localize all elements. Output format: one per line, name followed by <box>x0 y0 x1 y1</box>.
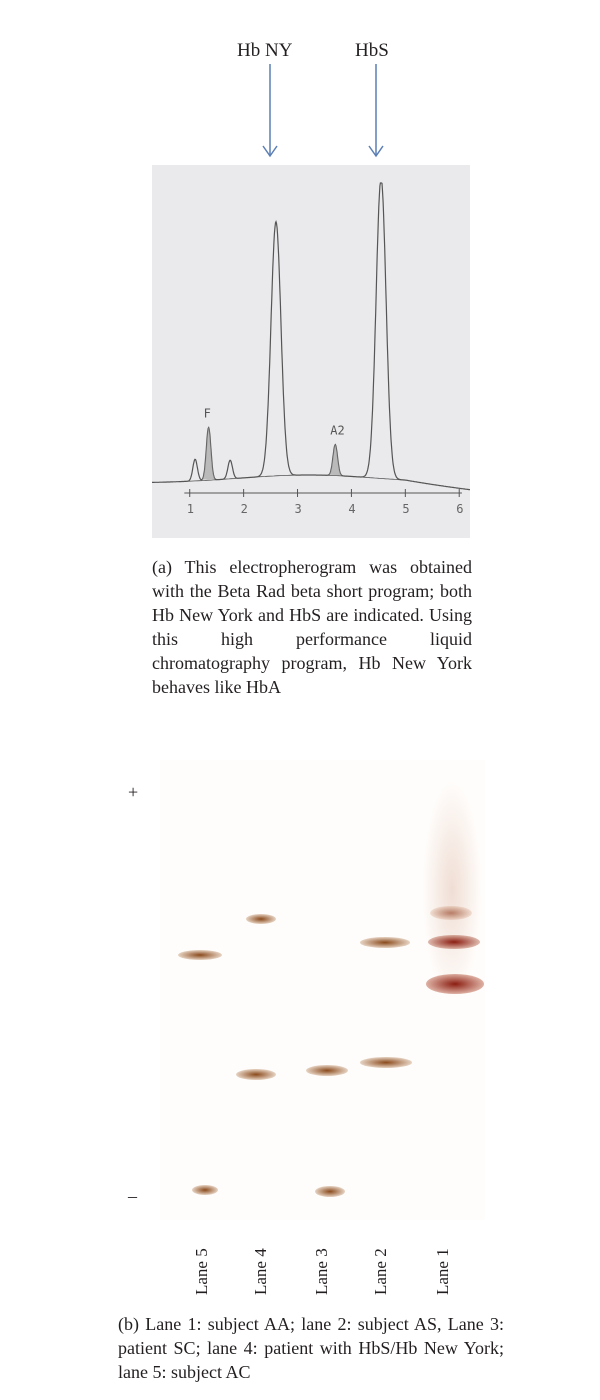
lane-label-2: Lane 2 <box>371 1248 390 1295</box>
polarity-plus: + <box>128 782 139 802</box>
arrow-down-icon-hbs <box>366 64 386 158</box>
electropherogram <box>152 165 470 538</box>
x-tick-label: 3 <box>294 502 302 516</box>
chromatogram-trace <box>152 183 470 490</box>
gel-band <box>178 950 222 960</box>
gel-band <box>236 1069 276 1080</box>
x-tick-label: 4 <box>348 502 356 516</box>
gel-band <box>360 937 410 948</box>
gel-band <box>306 1065 348 1076</box>
gel-image <box>160 760 485 1220</box>
x-tick-label: 1 <box>186 502 194 516</box>
lane-label-3: Lane 3 <box>312 1248 331 1295</box>
caption-b: (b) Lane 1: subject AA; lane 2: subject AS, Lane 3: patient SC; lane 4: patient with HbS/Hb New York; lane 5: subject AC <box>118 1314 504 1382</box>
gel-band <box>430 906 472 920</box>
gel-band <box>360 1057 412 1068</box>
arrow-label-hbs: HbS <box>355 40 389 61</box>
polarity-minus: – <box>128 1186 137 1206</box>
gel-band <box>428 935 480 949</box>
electropherogram-plot <box>152 165 470 538</box>
arrow-label-hb-ny: Hb NY <box>237 40 293 61</box>
peak-label: A2 <box>330 423 345 438</box>
gel-band <box>315 1186 345 1197</box>
lane-label-4: Lane 4 <box>251 1248 270 1295</box>
baseline-curve <box>184 475 408 481</box>
lane-label-5: Lane 5 <box>192 1248 211 1295</box>
x-tick-label: 5 <box>402 502 410 516</box>
x-tick-label: 6 <box>456 502 464 516</box>
gel-band <box>426 974 484 994</box>
x-tick-label: 2 <box>240 502 248 516</box>
caption-a: (a) This electropherogram was obtained with the Beta Rad beta short program; both Hb New York and HbS are indicated. Using this high performance liquid chromatography program, Hb New York behaves like HbA <box>152 557 472 697</box>
peak-label: F <box>203 406 211 421</box>
gel-band <box>192 1185 218 1195</box>
arrow-down-icon-hb-ny <box>260 64 280 158</box>
gel-smear-lane1 <box>422 780 482 1000</box>
gel-band <box>246 914 276 924</box>
lane-label-1: Lane 1 <box>433 1248 452 1295</box>
